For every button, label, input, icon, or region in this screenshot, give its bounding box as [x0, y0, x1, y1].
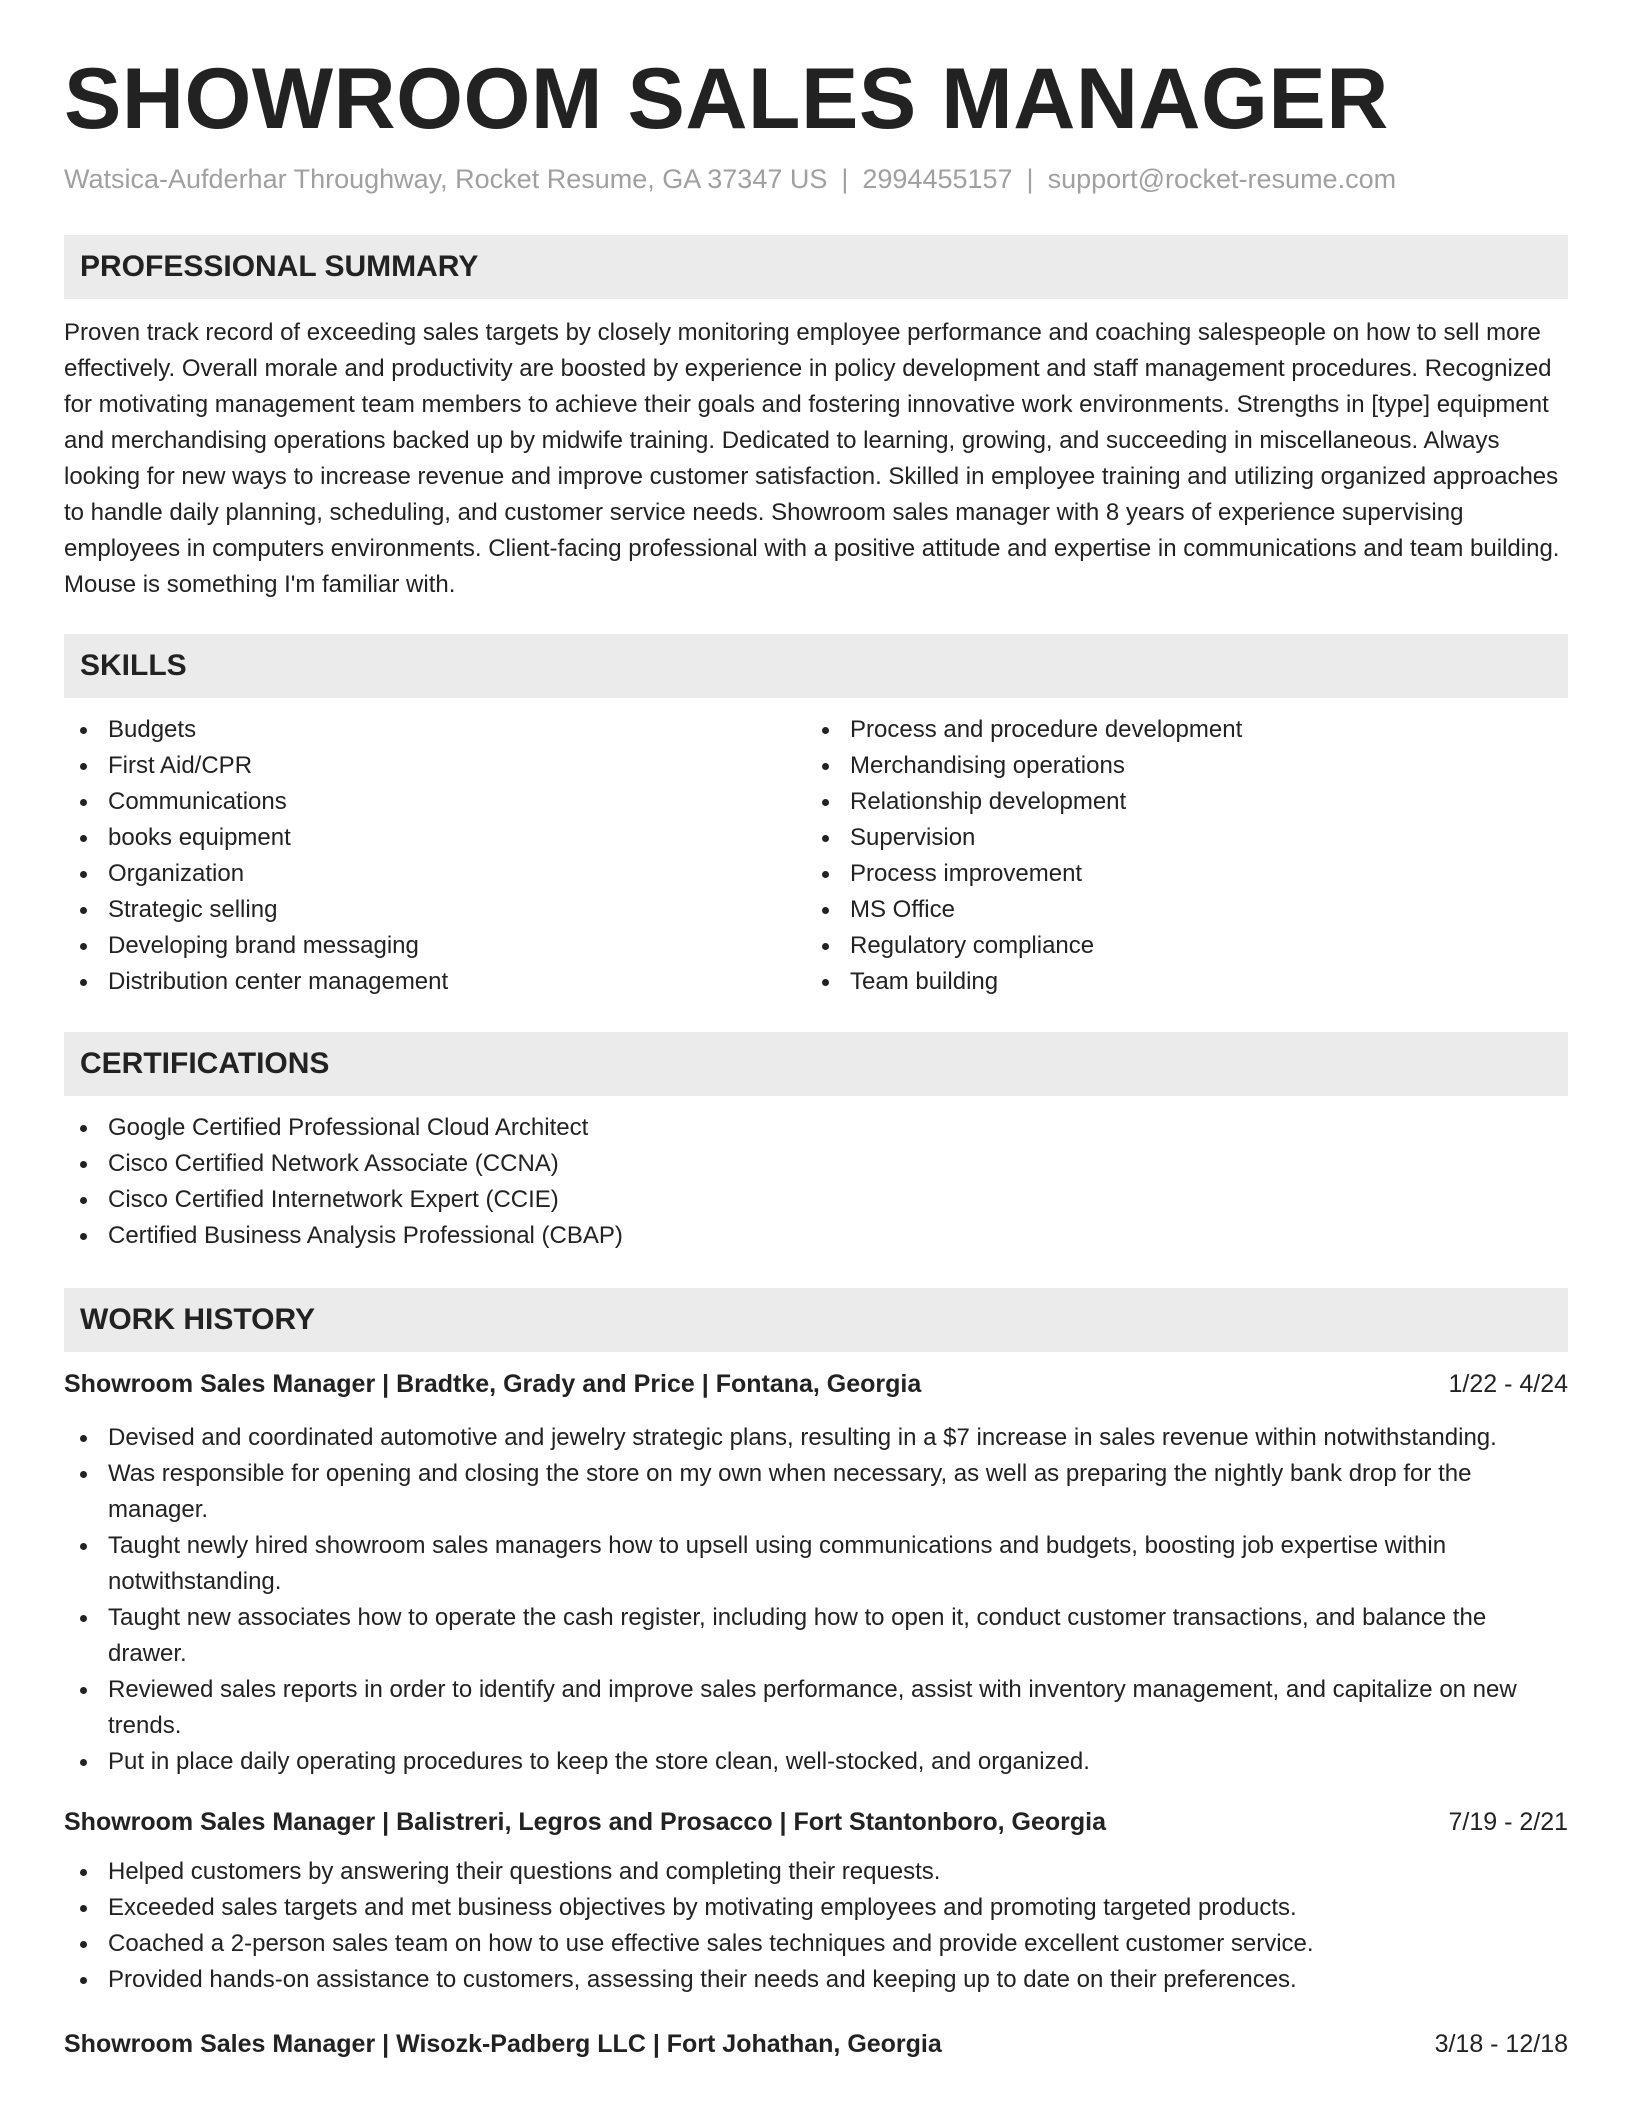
job-title: Showroom Sales Manager | Bradtke, Grady and Price | Fontana, Georgia — [64, 1370, 922, 1398]
job-dates: 7/19 - 2/21 — [1448, 1808, 1568, 1836]
skills-right-list — [806, 712, 1548, 1000]
summary-section — [64, 235, 1568, 603]
job-bullet: Provided hands-on assistance to customers, assessing their needs and keeping up to date on their preferences. — [64, 1962, 1568, 1998]
certification-item: Cisco Certified Network Associate (CCNA) — [64, 1146, 1568, 1182]
resume-page — [64, 51, 1568, 2062]
job-bullet: Reviewed sales reports in order to identify and improve sales performance, assist with inventory management, and capitalize on new trends. — [64, 1672, 1568, 1744]
separator: | — [841, 164, 849, 194]
skill-item: Communications — [64, 784, 806, 820]
job-title: Showroom Sales Manager | Balistreri, Legros and Prosacco | Fort Stantonboro, Georgia — [64, 1808, 1106, 1836]
job-header — [64, 1804, 1568, 1840]
skill-item: Regulatory compliance — [806, 928, 1548, 964]
work-history-section — [64, 1288, 1568, 2062]
job-bullets — [64, 1420, 1568, 1780]
skill-item: Process improvement — [806, 856, 1548, 892]
skill-item: Team building — [806, 964, 1548, 1000]
skills-section — [64, 634, 1568, 1000]
skill-item: Organization — [64, 856, 806, 892]
job-bullet: Exceeded sales targets and met business objectives by motivating employees and promoting targeted products. — [64, 1890, 1568, 1926]
skill-item: First Aid/CPR — [64, 748, 806, 784]
job-title: Showroom Sales Manager | Wisozk-Padberg LLC | Fort Johathan, Georgia — [64, 2030, 942, 2058]
phone: 2994455157 — [862, 164, 1013, 194]
skill-item: Supervision — [806, 820, 1548, 856]
skills-grid — [64, 712, 1568, 1000]
job-bullet: Taught new associates how to operate the cash register, including how to open it, conduct customer transactions, and balance the drawer. — [64, 1600, 1568, 1672]
skill-item: Process and procedure development — [806, 712, 1548, 748]
skill-item: Merchandising operations — [806, 748, 1548, 784]
job-entry — [64, 1366, 1568, 1780]
certification-item: Google Certified Professional Cloud Architect — [64, 1110, 1568, 1146]
separator: | — [1026, 164, 1034, 194]
section-header-summary: PROFESSIONAL SUMMARY — [64, 235, 1568, 299]
job-bullets — [64, 1854, 1568, 1998]
job-bullet: Devised and coordinated automotive and jewelry strategic plans, resulting in a $7 increase in sales revenue within notwithstanding. — [64, 1420, 1568, 1456]
certifications-section — [64, 1032, 1568, 1254]
job-bullet: Taught newly hired showroom sales managers how to upsell using communications and budgets, boosting job expertise within notwithstanding. — [64, 1528, 1568, 1600]
job-entry — [64, 2026, 1568, 2062]
section-header-certifications: CERTIFICATIONS — [64, 1032, 1568, 1096]
skills-left-list — [64, 712, 806, 1000]
job-entry — [64, 1804, 1568, 1998]
email: support@rocket-resume.com — [1047, 164, 1397, 194]
certification-item: Certified Business Analysis Professional (CBAP) — [64, 1218, 1568, 1254]
job-header — [64, 2026, 1568, 2062]
job-bullet: Was responsible for opening and closing the store on my own when necessary, as well as preparing the nightly bank drop for the manager. — [64, 1456, 1568, 1528]
job-bullet: Helped customers by answering their questions and completing their requests. — [64, 1854, 1568, 1890]
section-header-skills: SKILLS — [64, 634, 1568, 698]
job-bullet: Coached a 2-person sales team on how to use effective sales techniques and provide excellent customer service. — [64, 1926, 1568, 1962]
page-title: SHOWROOM SALES MANAGER — [64, 51, 1389, 147]
job-bullet: Put in place daily operating procedures to keep the store clean, well-stocked, and organized. — [64, 1744, 1568, 1780]
job-header — [64, 1366, 1568, 1402]
section-header-work-history: WORK HISTORY — [64, 1288, 1568, 1352]
skill-item: MS Office — [806, 892, 1548, 928]
contact-line — [64, 164, 1568, 195]
summary-text: Proven track record of exceeding sales targets by closely monitoring employee performance and coaching salespeople on how to sell more effectively. Overall morale and productivity are boosted by experience in policy development and staff management procedures. Recognized for motivating management team members to achieve their goals and fostering innovative work environments. Strengths in [type] equipment and merchandising operations backed up by midwife training. Dedicated to learning, growing, and succeeding in miscellaneous. Always looking for new ways to increase revenue and improve customer satisfaction. Skilled in employee training and utilizing organized approaches to handle daily planning, scheduling, and customer service needs. Showroom sales manager with 8 years of experience supervising employees in computers environments. Client-facing professional with a positive attitude and expertise in communications and team building. Mouse is something I'm familiar with. — [64, 319, 1560, 598]
certification-item: Cisco Certified Internetwork Expert (CCIE) — [64, 1182, 1568, 1218]
job-dates: 3/18 - 12/18 — [1434, 2030, 1568, 2058]
certifications-list — [64, 1110, 1568, 1254]
skill-item: Relationship development — [806, 784, 1548, 820]
skill-item: Strategic selling — [64, 892, 806, 928]
job-dates: 1/22 - 4/24 — [1448, 1370, 1568, 1398]
skill-item: books equipment — [64, 820, 806, 856]
skill-item: Developing brand messaging — [64, 928, 806, 964]
skill-item: Budgets — [64, 712, 806, 748]
skill-item: Distribution center management — [64, 964, 806, 1000]
address: Watsica-Aufderhar Throughway, Rocket Resume, GA 37347 US — [64, 164, 828, 194]
